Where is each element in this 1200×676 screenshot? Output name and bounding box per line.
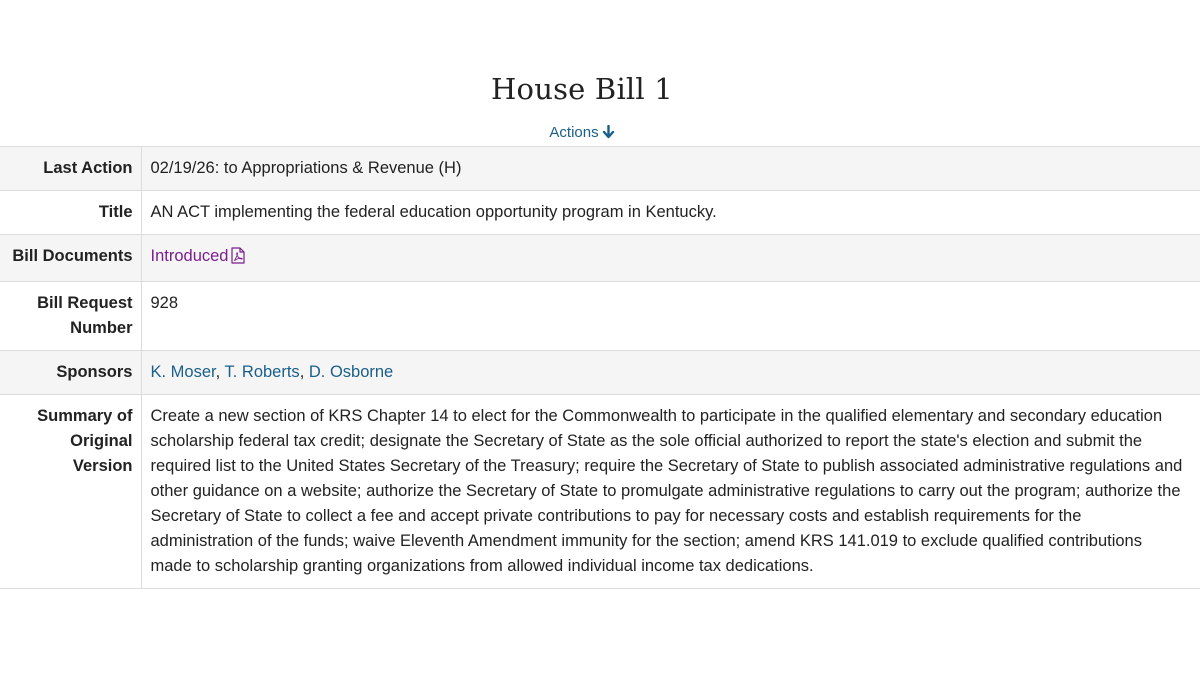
last-action-label: Last Action bbox=[0, 147, 141, 191]
sponsor-link-osborne[interactable]: D. Osborne bbox=[308, 363, 394, 381]
row-title bbox=[0, 191, 1200, 235]
actions-label: Actions bbox=[549, 124, 599, 141]
title-label: Title bbox=[0, 191, 141, 235]
sponsor-separator: , bbox=[299, 363, 309, 381]
row-last-action bbox=[0, 147, 1200, 191]
row-bill-documents bbox=[0, 235, 1200, 282]
sponsors-label: Sponsors bbox=[0, 351, 141, 395]
sponsor-link-roberts[interactable]: T. Roberts bbox=[224, 363, 300, 381]
page-title: House Bill 1 bbox=[491, 72, 673, 106]
row-sponsors bbox=[0, 351, 1200, 395]
bill-documents-value bbox=[141, 235, 1200, 282]
bill-request-label-line2: Number bbox=[70, 319, 133, 337]
summary-label-line2: Original Version bbox=[70, 432, 133, 475]
bill-request-label-line1: Bill Request bbox=[37, 294, 133, 312]
pdf-icon bbox=[231, 247, 245, 272]
sponsor-separator: , bbox=[215, 363, 225, 381]
bill-info-table bbox=[0, 146, 1200, 589]
bill-request-number-value: 928 bbox=[150, 294, 179, 312]
title-value: AN ACT implementing the federal education opportunity program in Kentucky. bbox=[150, 203, 717, 221]
bill-documents-label: Bill Documents bbox=[0, 235, 141, 282]
introduced-document-link[interactable] bbox=[151, 247, 246, 265]
sponsor-link-moser[interactable]: K. Moser bbox=[150, 363, 216, 381]
summary-label-line1: Summary of bbox=[37, 407, 133, 425]
row-bill-request-number bbox=[0, 282, 1200, 351]
summary-label bbox=[0, 395, 141, 589]
arrow-down-icon bbox=[602, 125, 615, 143]
last-action-value: 02/19/26: to Appropriations & Revenue (H) bbox=[150, 159, 462, 177]
bill-request-number-label bbox=[0, 282, 141, 351]
sponsors-value bbox=[141, 351, 1200, 395]
summary-value: Create a new section of KRS Chapter 14 to elect for the Commonwealth to participate in the qualified elementary and secondary education scholarship federal tax credit; designate the Secretary of State as the sole official authorized to report the state's election and submit the required list to the United States Secretary of the Treasury; require the Secretary of State to publish associated administrative regulations and other guidance on a website; authorize the Secretary of State to promulgate administrative regulations to carry out the program; authorize the Secretary of State to collect a fee and accept private contributions to pay for necessary costs and establish requirements for the administration of the funds; waive Eleventh Amendment immunity for the section; amend KRS 141.019 to exclude qualified contributions made to scholarship granting organizations from allowed individual income tax dedications. bbox=[150, 407, 1183, 575]
actions-dropdown-link[interactable] bbox=[0, 124, 1164, 143]
row-summary bbox=[0, 395, 1200, 589]
introduced-link-text: Introduced bbox=[150, 247, 229, 265]
